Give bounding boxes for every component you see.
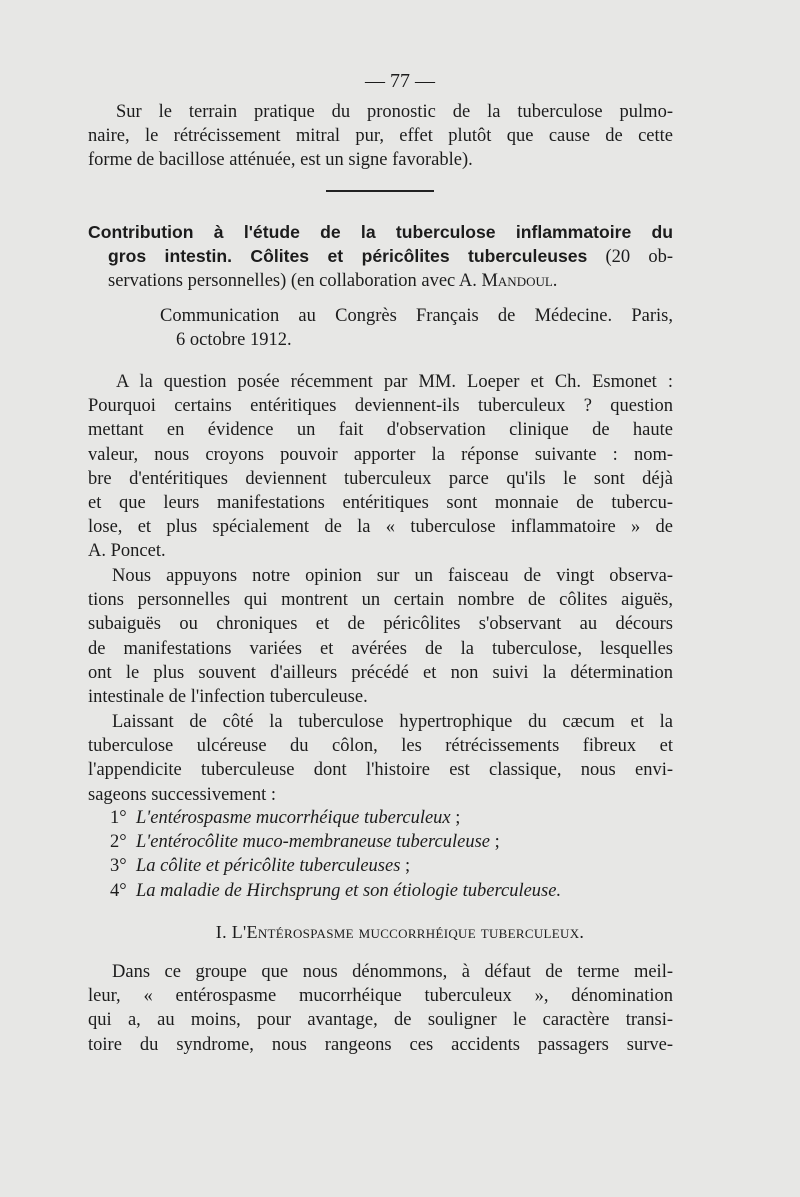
list-end: ; xyxy=(400,856,411,877)
paragraph-4 xyxy=(88,960,673,1057)
text-line: Sur le terrain pratique du pronostic de la tuberculose pulmo- xyxy=(116,102,673,122)
paragraph-2 xyxy=(88,564,673,709)
text-line: qui a, au moins, pour avantage, de souligner le caractère transi- xyxy=(88,1010,673,1031)
text-line: bre d'entéritiques deviennent tuberculeux parce qu'ils le sont déjà xyxy=(88,468,673,489)
list-number: 2° xyxy=(110,832,127,853)
list-item xyxy=(110,879,673,903)
text-line: A. Poncet. xyxy=(88,541,166,562)
list-item xyxy=(110,830,673,854)
list-item xyxy=(110,854,673,878)
text-line: mettant en évidence un fait d'observation clinique de haute xyxy=(88,420,673,441)
article-title-line: Contribution à l'étude de la tuberculose inflammatoire du xyxy=(88,222,673,242)
list-text: La côlite et péricôlite tuberculeuses xyxy=(136,856,401,877)
section-heading xyxy=(0,922,800,943)
section-number: I. xyxy=(215,922,232,942)
list-text: La maladie de Hirchsprung et son étiologie tuberculeuse. xyxy=(136,880,562,901)
list-item xyxy=(110,806,673,830)
text-line: ont le plus souvent d'ailleurs précédé et non suivi la détermination xyxy=(88,662,673,683)
text-line: intestinale de l'infection tuberculeuse. xyxy=(88,687,368,708)
separator-rule xyxy=(326,190,434,192)
list-text: L'entérospasme mucorrhéique tuberculeux xyxy=(136,808,451,828)
text-line: leur, « entérospasme mucorrhéique tuberculeux », dénomination xyxy=(88,986,673,1007)
text-line: Pourquoi certains entéritiques deviennent-ils tuberculeux ? question xyxy=(88,396,673,417)
text-line: l'appendicite tuberculeuse dont l'histoire est classique, nous envi- xyxy=(88,760,673,781)
communication-note xyxy=(160,304,673,352)
article-heading xyxy=(88,220,673,294)
text-line: toire du syndrome, nous rangeons ces accidents passagers surve- xyxy=(88,1034,673,1055)
text-line: valeur, nous croyons pouvoir apporter la réponse suivante : nom- xyxy=(88,444,673,465)
article-title-tail: (20 ob- xyxy=(587,247,674,268)
list-number: 4° xyxy=(110,880,127,901)
text-line: Laissant de côté la tuberculose hypertrophique du cæcum et la xyxy=(112,712,673,732)
text-line: naire, le rétrécissement mitral pur, effet plutôt que cause de cette xyxy=(88,126,673,147)
text-line: Nous appuyons notre opinion sur un faisceau de vingt observa- xyxy=(112,566,673,586)
list-number: 3° xyxy=(110,856,127,877)
text-line: de manifestations variées et avérées de la tuberculose, lesquelles xyxy=(88,638,673,659)
list-end: ; xyxy=(450,808,461,828)
paragraph-3 xyxy=(88,710,673,807)
list-text: L'entérocôlite muco-membraneuse tuberculeuse xyxy=(136,832,490,853)
text-line: sageons successivement : xyxy=(88,784,277,805)
text-line: subaiguës ou chroniques et de péricôlites s'observant au décours xyxy=(88,614,673,635)
text-line: 6 octobre 1912. xyxy=(176,330,292,351)
text-line: et que leurs manifestations entéritiques sont monnaie de tubercu- xyxy=(88,493,673,514)
intro-paragraph xyxy=(88,100,673,173)
text-line: Dans ce groupe que nous dénommons, à défaut de terme meil- xyxy=(112,962,673,982)
section-initial: L'E xyxy=(231,922,258,942)
text-line: A la question posée récemment par MM. Loeper et Ch. Esmonet : xyxy=(116,372,673,392)
section-title: ntérospasme muccorrhéique tuberculeux. xyxy=(257,922,585,942)
text-line: forme de bacillose atténuée, est un signe favorable). xyxy=(88,150,473,171)
subtitle-text: servations personnelles) (en collaboration avec A. xyxy=(108,271,482,292)
list-number: 1° xyxy=(110,808,127,828)
list-end: ; xyxy=(489,832,500,853)
article-title-bold: gros intestin. Côlites et péricôlites tuberculeuses xyxy=(108,246,588,267)
text-line: tuberculose ulcéreuse du côlon, les rétrécissements fibreux et xyxy=(88,736,673,757)
coauthor-name: Mandoul. xyxy=(481,271,558,292)
page-number: — 77 — xyxy=(365,70,435,92)
article-subtitle xyxy=(88,269,673,293)
text-line: tions personnelles qui montrent un certain nombre de côlites aiguës, xyxy=(88,590,673,611)
article-title-line-2 xyxy=(88,244,673,269)
text-line: Communication au Congrès Français de Médecine. Paris, xyxy=(160,306,673,326)
topic-list xyxy=(110,806,673,903)
paragraph-1 xyxy=(88,370,673,564)
text-line: lose, et plus spécialement de la « tuberculose inflammatoire » de xyxy=(88,517,673,538)
